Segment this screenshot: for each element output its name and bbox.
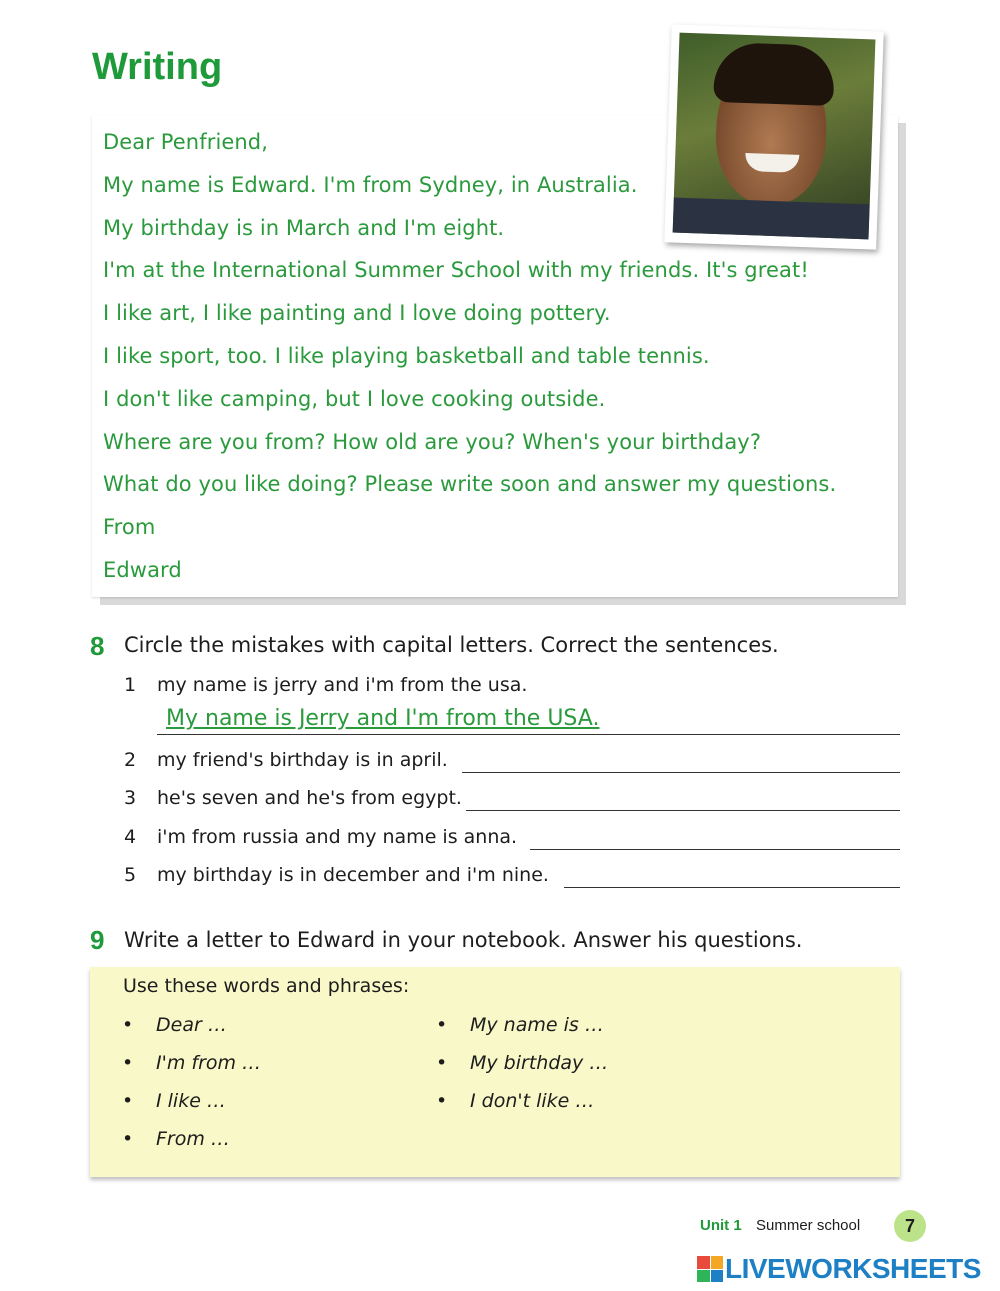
liveworksheets-watermark: LIVEWORKSHEETS bbox=[725, 1253, 981, 1284]
letter-line: From bbox=[103, 515, 156, 540]
letter-line: I like sport, too. I like playing basketball and table tennis. bbox=[103, 343, 710, 368]
letter-line: Where are you from? How old are you? When's your birthday? bbox=[103, 429, 762, 454]
liveworksheets-logo bbox=[697, 1254, 981, 1284]
answer-line-2[interactable] bbox=[462, 772, 900, 773]
letter-line: Dear Penfriend, bbox=[103, 130, 269, 154]
phrase-item: • From … bbox=[122, 1128, 230, 1150]
item-sentence: i'm from russia and my name is anna. bbox=[157, 826, 518, 848]
letter-line: I don't like camping, but I love cooking outside. bbox=[103, 386, 606, 411]
answer-line-1 bbox=[157, 734, 900, 735]
phrase-box-title: Use these words and phrases: bbox=[123, 975, 410, 997]
exercise-9-number: 9 bbox=[90, 925, 105, 955]
phrase-item: • My name is … bbox=[436, 1014, 604, 1036]
phrase-item: • Dear … bbox=[122, 1014, 227, 1036]
item-sentence: my name is jerry and i'm from the usa. bbox=[157, 674, 528, 696]
exercise-8-number: 8 bbox=[90, 631, 105, 661]
letter-line: My birthday is in March and I'm eight. bbox=[103, 215, 505, 240]
exercise-8-instruction: Circle the mistakes with capital letters. Correct the sentences. bbox=[124, 633, 779, 657]
phrase-item: • I don't like … bbox=[436, 1090, 595, 1112]
section-title: Writing bbox=[92, 46, 223, 88]
liveworksheets-icon bbox=[697, 1256, 723, 1282]
answer-field-1[interactable] bbox=[166, 706, 626, 731]
answer-line-5[interactable] bbox=[564, 887, 900, 888]
letter-line: I like art, I like painting and I love doing pottery. bbox=[103, 301, 611, 326]
unit-label: Unit 1 bbox=[700, 1217, 742, 1234]
unit-name: Summer school bbox=[756, 1217, 861, 1234]
item-sentence: my birthday is in december and i'm nine. bbox=[157, 864, 549, 886]
letter-line: Edward bbox=[103, 557, 182, 582]
item-number: 4 bbox=[124, 826, 137, 848]
photo-hair bbox=[713, 42, 835, 106]
letter-line: I'm at the International Summer School with my friends. It's great! bbox=[103, 258, 809, 283]
answer-line-3[interactable] bbox=[466, 810, 900, 811]
boy-photo bbox=[664, 24, 883, 249]
item-sentence: he's seven and he's from egypt. bbox=[157, 787, 462, 809]
answer-line-4[interactable] bbox=[530, 849, 900, 850]
item-number: 1 bbox=[124, 674, 137, 696]
item-number: 5 bbox=[124, 864, 137, 886]
item-sentence: my friend's birthday is in april. bbox=[157, 749, 448, 771]
photo-image bbox=[673, 33, 876, 240]
phrase-item: • My birthday … bbox=[436, 1052, 609, 1074]
item-number: 3 bbox=[124, 787, 137, 809]
page-number: 7 bbox=[894, 1210, 926, 1242]
letter-line: My name is Edward. I'm from Sydney, in Australia. bbox=[103, 172, 638, 197]
photo-shirt bbox=[673, 198, 870, 240]
exercise-9-instruction: Write a letter to Edward in your notebook. Answer his questions. bbox=[124, 928, 803, 952]
phrase-item: • I'm from … bbox=[122, 1052, 262, 1074]
phrase-item: • I like … bbox=[122, 1090, 226, 1112]
letter-line: What do you like doing? Please write soon and answer my questions. bbox=[103, 472, 837, 497]
item-number: 2 bbox=[124, 749, 137, 771]
